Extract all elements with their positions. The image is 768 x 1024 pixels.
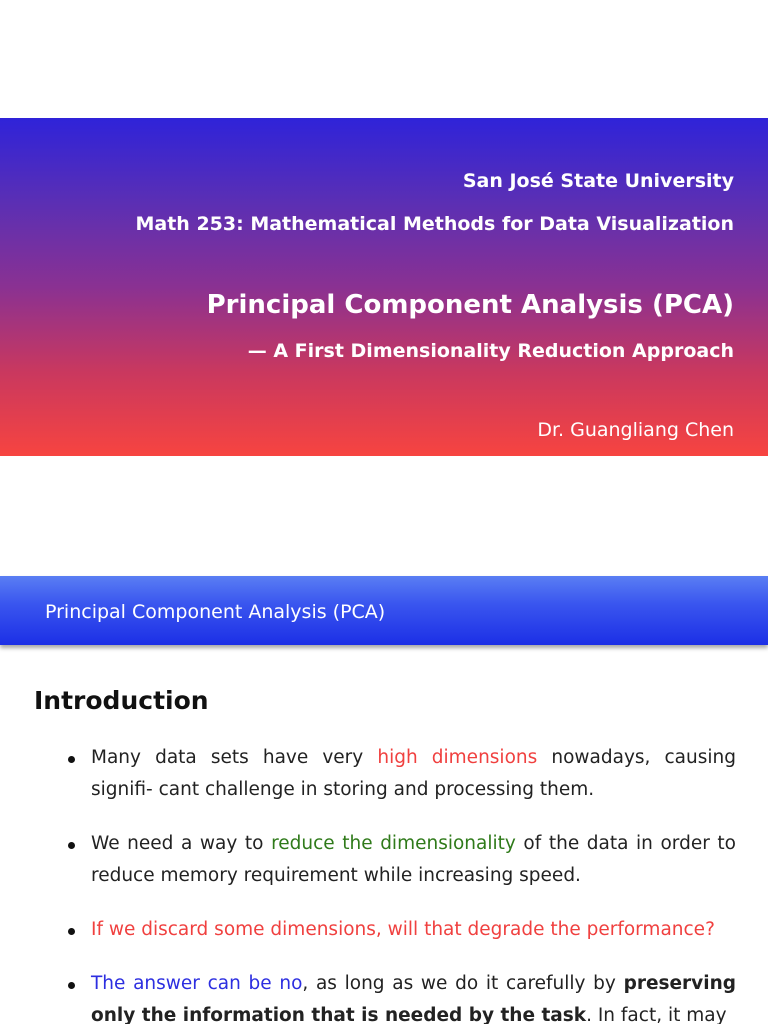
bold-text: preserving only the information that is needed by the task	[91, 973, 736, 1024]
bullet-text: nowadays, causing signifi- cant challenge in storing and processing them.	[91, 747, 736, 800]
frame-title: Principal Component Analysis (PCA)	[45, 601, 386, 623]
bullet-icon	[68, 928, 75, 935]
university-name: San José State University	[462, 170, 734, 192]
highlight-text: reduce the dimensionality	[271, 833, 516, 854]
frame-title-bar	[0, 576, 768, 645]
list-item	[68, 968, 736, 1024]
bullet-text: . In fact, it may	[586, 1005, 727, 1024]
bullet-text: If we discard some dimensions, will that degrade the performance?	[91, 919, 715, 940]
lecture-title: Principal Component Analysis (PCA)	[206, 290, 734, 320]
bullet-text: , as long as we do it carefully by	[302, 973, 624, 994]
bullet-icon	[68, 842, 75, 849]
author-name: Dr. Guangliang Chen	[537, 419, 734, 441]
list-item	[68, 742, 736, 806]
bullet-text: We need a way to	[91, 833, 272, 854]
title-banner	[0, 118, 768, 456]
list-item	[68, 914, 736, 946]
bullet-icon	[68, 982, 75, 989]
highlight-text: The answer can be no	[91, 973, 303, 994]
section-heading: Introduction	[34, 686, 209, 715]
bullet-icon	[68, 756, 75, 763]
lecture-subtitle: — A First Dimensionality Reduction Approach	[247, 340, 734, 362]
bullet-text: Many data sets have very	[91, 747, 378, 768]
list-item	[68, 828, 736, 892]
highlight-text: high dimensions	[377, 747, 538, 768]
bullet-list	[68, 742, 736, 1024]
bullet-text: of the data in order to reduce memory requirement while increasing speed.	[91, 833, 736, 886]
course-title: Math 253: Mathematical Methods for Data Visualization	[135, 213, 734, 235]
